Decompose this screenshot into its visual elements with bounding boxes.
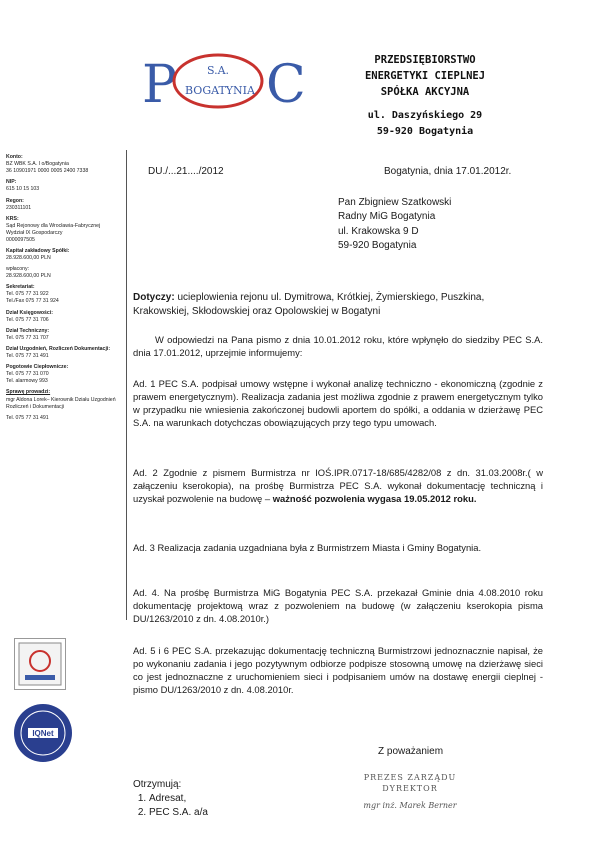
krs-value: 0000097505 bbox=[6, 236, 35, 243]
kapital-value: 28.928.600,00 PLN bbox=[6, 255, 51, 262]
techniczny-tel: Tel. 075 77 31 707 bbox=[6, 334, 49, 341]
nip-label: NIP: bbox=[6, 179, 17, 186]
paragraph-ad2 bbox=[133, 466, 543, 505]
sidebar-company-info bbox=[6, 150, 124, 422]
konto-number: 36 10901971 0000 0005 2400 7338 bbox=[6, 168, 89, 175]
pogotowie-label: Pogotowie Ciepłownicze: bbox=[6, 364, 69, 371]
recipients-label: Otrzymują: bbox=[133, 779, 182, 790]
paragraph-ad2-bold: ważność pozwolenia wygasa 19.05.2012 roku. bbox=[272, 493, 477, 504]
company-line-2: ENERGETYKI CIEPLNEJ bbox=[364, 70, 486, 82]
document-date: Bogatynia, dnia 17.01.2012r. bbox=[384, 166, 512, 177]
pogotowie-alarm: Tel. alarmowy 993 bbox=[6, 378, 48, 385]
closing-greeting: Z poważaniem bbox=[378, 746, 444, 757]
konto-bank: BZ WBK S.A. I o/Bogatynia bbox=[6, 161, 69, 168]
logo-letter-p: P bbox=[142, 55, 177, 112]
company-line-3: SPÓŁKA AKCYJNA bbox=[380, 86, 470, 98]
sprawe-tel: Tel. 075 77 31 491 bbox=[6, 414, 49, 421]
krs-label: KRS: bbox=[6, 215, 19, 222]
sekretariat-fax: Tel./Fax 075 77 31 924 bbox=[6, 298, 59, 305]
stamp-line-2: DYREKTOR bbox=[382, 784, 438, 793]
logo-e-arc bbox=[174, 55, 262, 107]
logo-sa: S.A. bbox=[206, 64, 230, 77]
ksiegowosc-tel: Tel. 075 77 31 706 bbox=[6, 316, 49, 323]
regon-label: Regon: bbox=[6, 197, 24, 204]
svg-text:IQNet: IQNet bbox=[32, 729, 54, 738]
recipient-street: ul. Krakowska 9 D bbox=[338, 225, 419, 237]
subject-label: Dotyczy: bbox=[133, 292, 175, 303]
iqnet-certified-badge bbox=[14, 704, 72, 762]
paragraph-ad5-6: Ad. 5 i 6 PEC S.A. przekazując dokumentację techniczną Burmistrzowi jednoznacznie napisał, że po wykonaniu zadania i jego pozytywnym odbiorze podpisze stosowną umowę na dzierżawę sieci co jest jednoznaczne z uruchomieniem sieci i podpisaniem umów na dostawę energii cieplnej - pismo DU/1263/2010 z dn. 4.08.2010r. bbox=[133, 645, 543, 695]
sekretariat-label: Sekretariat: bbox=[6, 284, 35, 291]
company-street: ul. Daszyńskiego 29 bbox=[367, 110, 483, 121]
company-logo bbox=[140, 50, 305, 112]
stamp-line-3: mgr inż. Marek Berner bbox=[363, 801, 457, 810]
krs-court: Sąd Rejonowy dla Wrocławia-Fabrycznej bbox=[6, 222, 101, 229]
recipient-item-1: 1. Adresat, bbox=[149, 792, 208, 806]
sprawe-name: mgr Aldona Lorek– Kierownik Działu Uzgodnień Rozliczeń i Dokumentacji bbox=[6, 396, 116, 410]
recipients-list bbox=[133, 778, 208, 820]
recipient-city: 59-920 Bogatynia bbox=[338, 240, 417, 252]
paragraph-ad3: Ad. 3 Realizacja zadania uzgadniana była z Burmistrzem Miasta i Gminy Bogatynia. bbox=[133, 542, 482, 553]
regon-value: 230311101 bbox=[6, 204, 32, 211]
sekretariat-tel: Tel. 075 77 31 922 bbox=[6, 291, 49, 298]
certification-badge-1 bbox=[14, 638, 66, 690]
recipient-item-2: 2. PEC S.A. a/a bbox=[149, 806, 208, 820]
signature-stamp bbox=[345, 772, 475, 811]
konto-label: Konto: bbox=[6, 154, 23, 161]
krs-dept: Wydział IX Gospodarczy bbox=[6, 229, 63, 236]
techniczny-label: Dział Techniczny: bbox=[6, 327, 50, 334]
paragraph-ad4: Ad. 4. Na prośbę Burmistrza MiG Bogatynia PEC S.A. przekazał Gminie dnia 4.08.2010 roku dokumentację projektową wraz z pozwoleniem na budowę (w załączeniu kserokopia pisma DU/1263/2010 z dn. 4.08.2010r.) bbox=[133, 587, 543, 624]
sprawe-label: Sprawę prowadzi: bbox=[6, 389, 51, 396]
nip-value: 615 10 15 103 bbox=[6, 186, 40, 193]
subject-line bbox=[133, 291, 543, 319]
intro-paragraph: W odpowiedzi na Pana pismo z dnia 10.01.2012 roku, które wpłynęło do siedziby PEC S.A. dnia 17.01.2012, uprzejmie informujemy: bbox=[133, 334, 543, 358]
wplacony-value: 28.928.600,00 PLN bbox=[6, 273, 51, 280]
logo-letter-c: C bbox=[266, 55, 305, 112]
subject-text: ucieplowienia rejonu ul. Dymitrowa, Krótkiej, Żymierskiego, Puszkina, Krakowskiej, Skłodowskiej oraz Opolowskiej w Bogatyni bbox=[133, 292, 485, 318]
company-name-block bbox=[330, 52, 520, 140]
document-reference: DU./...21..../2012 bbox=[148, 166, 224, 177]
uzgodnien-tel: Tel. 075 77 31 491 bbox=[6, 353, 49, 360]
wplacony-label: wpłacony: bbox=[6, 266, 30, 273]
pogotowie-tel: Tel. 075 77 31 070 bbox=[6, 371, 49, 378]
company-line-1: PRZEDSIĘBIORSTWO bbox=[374, 54, 476, 66]
recipient-name: Pan Zbigniew Szatkowski bbox=[338, 197, 452, 208]
company-city: 59-920 Bogatynia bbox=[376, 126, 474, 137]
logo-city: BOGATYNIA bbox=[185, 84, 255, 97]
kapital-label: Kapitał zakładowy Spółki: bbox=[6, 248, 70, 255]
paragraph-ad2-text: Ad. 2 Zgodnie z pismem Burmistrza nr IOŚ.IPR.0717-18/685/4282/08 z dn. 31.03.2008r.( w załączeniu kserokopia), na prośbę Burmistrza PEC S.A. wykonał dokumentację techniczną i uzyskał pozwolenie na budowę – bbox=[133, 467, 543, 504]
recipient-address bbox=[338, 196, 451, 254]
ksiegowosc-label: Dział Księgowości: bbox=[6, 309, 53, 316]
paragraph-ad1: Ad. 1 PEC S.A. podpisał umowy wstępne i wykonał analizę techniczno - ekonomiczną (zgodnie z prawem energetycznym). Realizacja zadania jest możliwa zgodnie z prawem energetycznym tylko w przypadku nie wniesienia zakończonej budowli aportem do spółki, a oddania w dzierżawę PEC S.A. na warunkach dotychczas obowiązujących przy tego typu umowach. bbox=[133, 378, 543, 428]
uzgodnien-label: Dział Uzgodnień, Rozliczeń Dokumentacji: bbox=[6, 346, 111, 353]
stamp-line-1: PREZES ZARZĄDU bbox=[363, 773, 457, 782]
sidebar-divider bbox=[126, 150, 127, 620]
recipient-title: Radny MiG Bogatynia bbox=[338, 211, 436, 223]
